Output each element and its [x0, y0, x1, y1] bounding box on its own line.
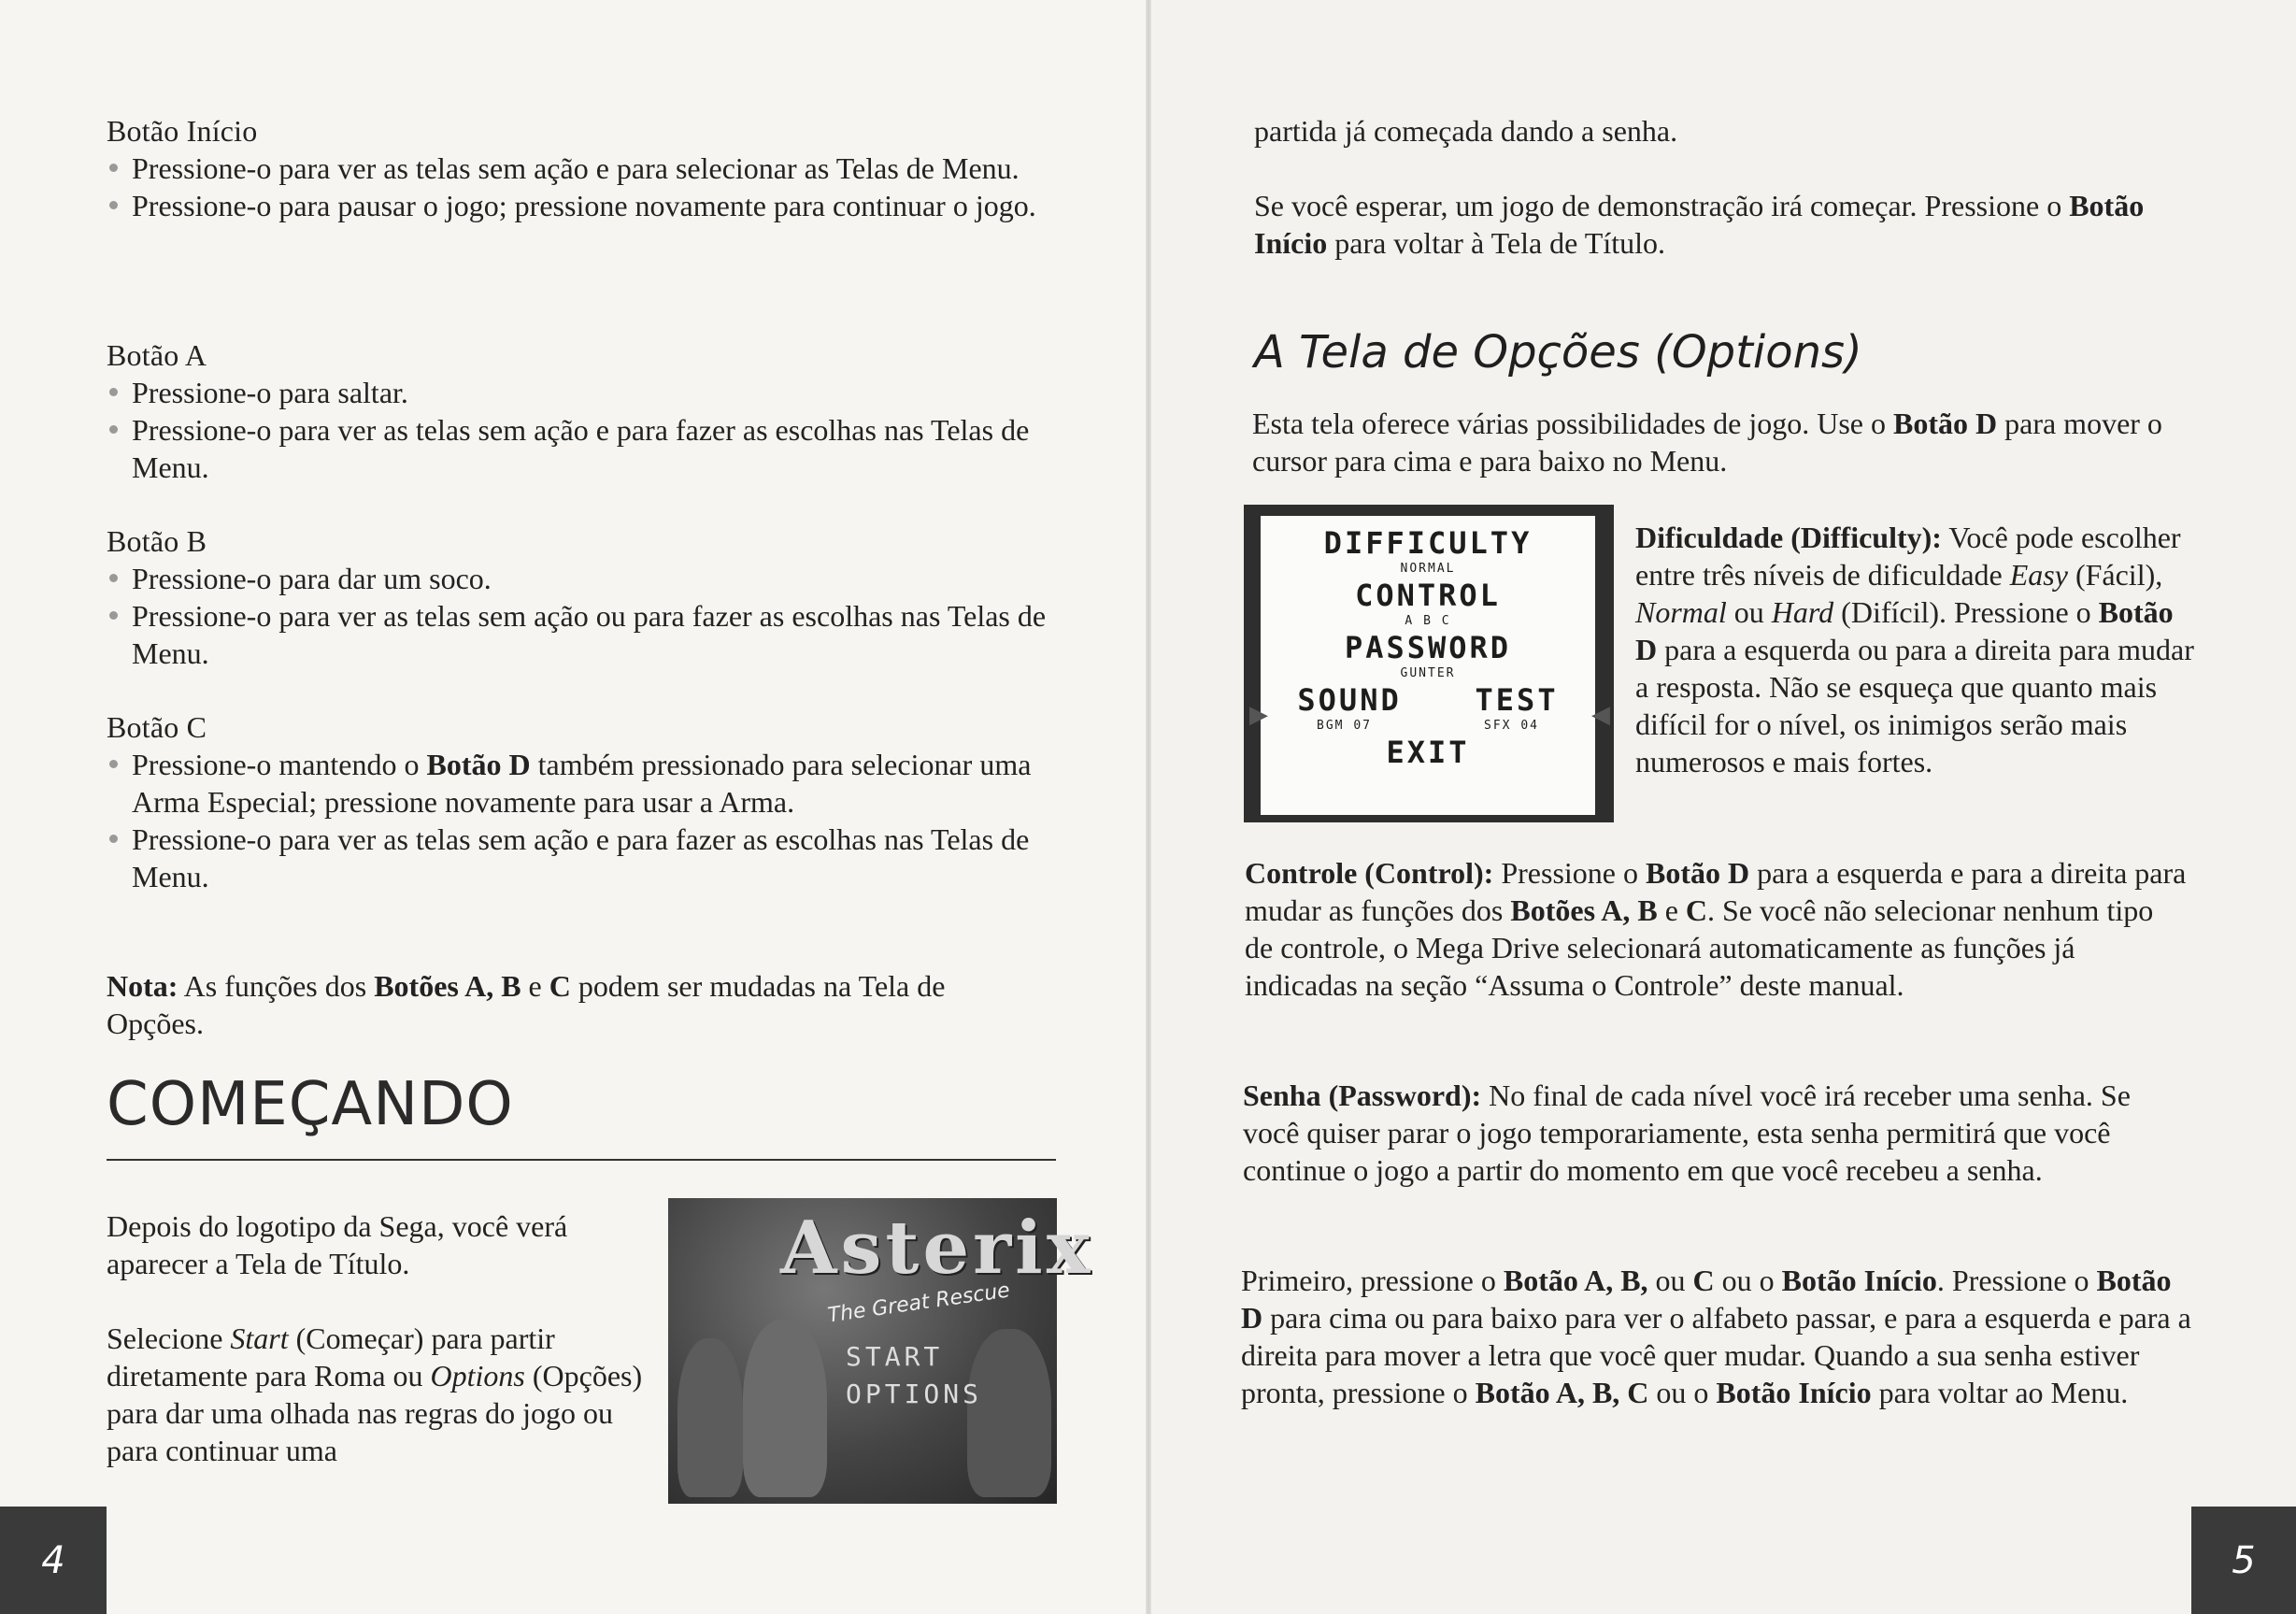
botao-b-section [107, 522, 1060, 672]
list-item: Pressione-o para ver as telas sem ação e para selecionar as Telas de Menu. [107, 150, 1060, 187]
opt-control: CONTROL [1355, 578, 1501, 613]
dificuldade-paragraph: Dificuldade (Difficulty): Você pode escolher entre três níveis de dificuldade Easy (Fácil), Normal ou Hard (Difícil). Pressione o Botão D para a esquerda ou para a direita para mudar a resposta. Não se esqueça que quanto mais difícil for o nível, os inimigos serão mais numerosos e mais fortes. [1635, 521, 2194, 778]
title-menu [846, 1338, 982, 1413]
options-intro-paragraph: Esta tela oferece várias possibilidades de jogo. Use o Botão D para mover o cursor para cima e para baixo no Menu. [1252, 407, 2162, 478]
page-number: 4 [0, 1507, 107, 1614]
list-item: Pressione-o para dar um soco. [107, 560, 1060, 597]
divider [107, 1159, 1056, 1161]
section-heading: Botão C [107, 710, 207, 744]
list-item: Pressione-o para pausar o jogo; pressione novamente para continuar o jogo. [107, 187, 1060, 224]
opt-control-value: A B C [1405, 614, 1451, 628]
opt-difficulty-value: NORMAL [1400, 562, 1456, 576]
opt-difficulty: DIFFICULTY [1323, 525, 1533, 561]
cursor-left-icon: ◀ [1591, 701, 1610, 728]
nota-paragraph: Nota: As funções dos Botões A, B e C podem ser mudadas na Tela de Opções. [107, 969, 946, 1040]
opt-exit: EXIT [1386, 735, 1470, 770]
section-heading: Botão A [107, 338, 207, 372]
list-item: Pressione-o para ver as telas sem ação e para fazer as escolhas nas Telas de Menu. [107, 821, 1060, 895]
options-menu [1261, 516, 1595, 815]
options-screen-image [1244, 505, 1614, 822]
demo-paragraph: Se você esperar, um jogo de demonstração irá começar. Pressione o Botão Início para voltar à Tela de Título. [1254, 189, 2145, 260]
opt-password-value: GUNTER [1400, 666, 1456, 680]
options-section-title: A Tela de Opções (Options) [1254, 326, 1862, 379]
game-logo: Asterix [780, 1206, 1094, 1291]
primeiro-paragraph: Primeiro, pressione o Botão A, B, ou C ou o Botão Início. Pressione o Botão D para cima ou para baixo para ver o alfabeto passar, e para a esquerda e para a direita para mover a letra que você quer mudar. Quando a sua senha estiver pronta, pressione o Botão A, B, C ou o Botão Início para voltar ao Menu. [1241, 1264, 2191, 1409]
list-item: Pressione-o para saltar. [107, 374, 1060, 411]
select-paragraph: Selecione Start (Começar) para partir diretamente para Roma ou Options (Opções) para dar uma olhada nas regras do jogo ou para continuar uma [107, 1321, 643, 1467]
cursor-right-icon: ▶ [1249, 701, 1268, 728]
character-figure [743, 1320, 827, 1497]
continuation-paragraph: partida já começada dando a senha. [1254, 114, 1678, 148]
opt-password: PASSWORD [1344, 630, 1512, 665]
list-item: Pressione-o para ver as telas sem ação ou para fazer as escolhas nas Telas de Menu. [107, 597, 1060, 672]
opt-test: TEST [1475, 682, 1559, 718]
section-title: COMEÇANDO [107, 1070, 514, 1139]
book-gutter [1146, 0, 1151, 1614]
list-item: Pressione-o mantendo o Botão D também pressionado para selecionar uma Arma Especial; pressione novamente para usar a Arma. [107, 746, 1060, 821]
botao-c-section [107, 708, 1060, 895]
opt-bgm: BGM 07 [1317, 719, 1372, 733]
section-heading: Botão B [107, 524, 207, 558]
section-heading: Botão Início [107, 114, 258, 148]
list-item: Pressione-o para ver as telas sem ação e para fazer as escolhas nas Telas de Menu. [107, 411, 1060, 486]
opt-sfx: SFX 04 [1484, 719, 1539, 733]
controle-paragraph: Controle (Control): Pressione o Botão D para a esquerda e para a direita para mudar as funções dos Botões A, B e C. Se você não selecionar nenhum tipo de controle, o Mega Drive selecionará automaticamente as funções já indicadas na seção “Assuma o Controle” deste manual. [1245, 856, 2187, 1002]
menu-start: START [846, 1341, 944, 1372]
botao-inicio-section [107, 112, 1060, 224]
page-number: 5 [2191, 1507, 2296, 1614]
senha-paragraph: Senha (Password): No final de cada nível você irá receber uma senha. Se você quiser parar o jogo temporariamente, esta senha permitirá que você continue o jogo a partir do momento em que você recebeu a senha. [1243, 1078, 2131, 1187]
character-figure [677, 1338, 743, 1497]
menu-options: OPTIONS [846, 1378, 983, 1409]
intro-paragraph: Depois do logotipo da Sega, você verá aparecer a Tela de Título. [107, 1209, 568, 1280]
game-subtitle: The Great Rescue [826, 1278, 1012, 1328]
title-screen-image [668, 1198, 1094, 1504]
botao-a-section [107, 336, 1060, 486]
opt-sound: SOUND [1297, 682, 1402, 718]
